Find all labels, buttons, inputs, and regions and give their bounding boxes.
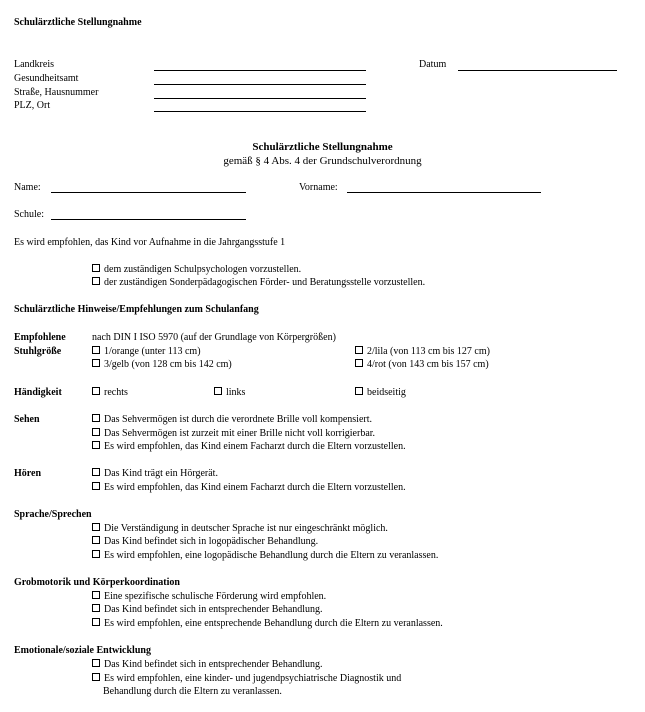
checkbox[interactable] <box>92 264 100 272</box>
hand-label: Händigkeit <box>14 387 62 398</box>
stuhl-option-lila[interactable]: 2/lila (von 113 cm bis 127 cm) <box>355 346 490 358</box>
sprache-label: Sprache/Sprechen <box>14 509 92 520</box>
schule-field[interactable] <box>51 219 246 220</box>
hand-option-beidseitig[interactable]: beidseitig <box>355 387 406 399</box>
hints-title: Schulärztliche Hinweise/Empfehlungen zum Schulanfang <box>14 304 259 315</box>
emo-option-2-continuation: Behandlung durch die Eltern zu veranlassen. <box>103 686 282 697</box>
stuhl-label-2: Stuhlgröße <box>14 346 62 357</box>
checkbox[interactable] <box>92 618 100 626</box>
recommend-intro: Es wird empfohlen, das Kind vor Aufnahme in die Jahrgangsstufe 1 <box>14 237 286 248</box>
stuhl-norm: nach DIN I ISO 5970 (auf der Grundlage von Körpergrößen) <box>92 332 336 343</box>
hoeren-option-1[interactable]: Das Kind trägt ein Hörgerät. <box>92 468 218 480</box>
checkbox[interactable] <box>214 387 222 395</box>
emo-label: Emotionale/soziale Entwicklung <box>14 645 151 656</box>
checkbox[interactable] <box>92 550 100 558</box>
checkbox[interactable] <box>355 359 363 367</box>
hoeren-label: Hören <box>14 468 42 479</box>
name-field[interactable] <box>51 192 246 193</box>
header-title: Schulärztliche Stellungnahme <box>14 17 142 28</box>
label-plz-ort: PLZ, Ort <box>14 100 51 111</box>
grob-label: Grobmotorik und Körperkoordination <box>14 577 180 588</box>
checkbox[interactable] <box>92 468 100 476</box>
sprache-option-2[interactable]: Das Kind befindet sich in logopädischer Behandlung. <box>92 536 318 548</box>
checkbox[interactable] <box>92 346 100 354</box>
strasse-field[interactable] <box>154 98 366 99</box>
checkbox[interactable] <box>92 277 100 285</box>
hoeren-option-2[interactable]: Es wird empfohlen, das Kind einem Facharzt durch die Eltern vorzustellen. <box>92 482 406 494</box>
stuhl-label-1: Empfohlene <box>14 332 66 343</box>
sehen-label: Sehen <box>14 414 40 425</box>
sehen-option-3[interactable]: Es wird empfohlen, das Kind einem Facharzt durch die Eltern vorzustellen. <box>92 441 406 453</box>
checkbox[interactable] <box>92 428 100 436</box>
checkbox[interactable] <box>355 346 363 354</box>
grob-option-3[interactable]: Es wird empfohlen, eine entsprechende Behandlung durch die Eltern zu veranlassen. <box>92 618 443 630</box>
checkbox[interactable] <box>92 591 100 599</box>
plz-ort-field[interactable] <box>154 111 366 112</box>
gesundheitsamt-field[interactable] <box>154 84 366 85</box>
document-title: Schulärztliche Stellungnahme <box>252 141 393 153</box>
checkbox[interactable] <box>355 387 363 395</box>
vorname-field[interactable] <box>347 192 541 193</box>
label-schule: Schule: <box>14 209 44 220</box>
recommend-option-foerderstelle[interactable]: der zuständigen Sonderpädagogischen Förder- und Beratungsstelle vorzustellen. <box>92 277 425 289</box>
checkbox[interactable] <box>92 659 100 667</box>
checkbox[interactable] <box>92 441 100 449</box>
label-vorname: Vorname: <box>299 182 338 193</box>
stuhl-option-rot[interactable]: 4/rot (von 143 cm bis 157 cm) <box>355 359 489 371</box>
checkbox[interactable] <box>92 414 100 422</box>
label-strasse: Straße, Hausnummer <box>14 87 99 98</box>
sehen-option-2[interactable]: Das Sehvermögen ist zurzeit mit einer Brille nicht voll korrigierbar. <box>92 428 375 440</box>
checkbox[interactable] <box>92 482 100 490</box>
checkbox[interactable] <box>92 523 100 531</box>
hand-option-links[interactable]: links <box>214 387 245 399</box>
stuhl-option-gelb[interactable]: 3/gelb (von 128 cm bis 142 cm) <box>92 359 232 371</box>
sprache-option-1[interactable]: Die Verständigung in deutscher Sprache ist nur eingeschränkt möglich. <box>92 523 388 535</box>
checkbox[interactable] <box>92 359 100 367</box>
document-subtitle: gemäß § 4 Abs. 4 der Grundschulverordnung <box>223 155 422 167</box>
checkbox[interactable] <box>92 387 100 395</box>
datum-field[interactable] <box>458 70 617 71</box>
grob-option-2[interactable]: Das Kind befindet sich in entsprechender Behandlung. <box>92 604 323 616</box>
grob-option-1[interactable]: Eine spezifische schulische Förderung wird empfohlen. <box>92 591 326 603</box>
label-name: Name: <box>14 182 41 193</box>
sprache-option-3[interactable]: Es wird empfohlen, eine logopädische Behandlung durch die Eltern zu veranlassen. <box>92 550 438 562</box>
checkbox[interactable] <box>92 536 100 544</box>
stuhl-option-orange[interactable]: 1/orange (unter 113 cm) <box>92 346 201 358</box>
label-gesundheitsamt: Gesundheitsamt <box>14 73 79 84</box>
emo-option-1[interactable]: Das Kind befindet sich in entsprechender Behandlung. <box>92 659 323 671</box>
label-datum: Datum <box>419 59 447 70</box>
checkbox[interactable] <box>92 604 100 612</box>
recommend-option-psychologe[interactable]: dem zuständigen Schulpsychologen vorzustellen. <box>92 264 301 276</box>
landkreis-field[interactable] <box>154 70 366 71</box>
label-landkreis: Landkreis <box>14 59 54 70</box>
hand-option-rechts[interactable]: rechts <box>92 387 128 399</box>
checkbox[interactable] <box>92 673 100 681</box>
sehen-option-1[interactable]: Das Sehvermögen ist durch die verordnete Brille voll kompensiert. <box>92 414 372 426</box>
emo-option-2[interactable]: Es wird empfohlen, eine kinder- und jugendpsychiatrische Diagnostik und <box>92 673 401 685</box>
